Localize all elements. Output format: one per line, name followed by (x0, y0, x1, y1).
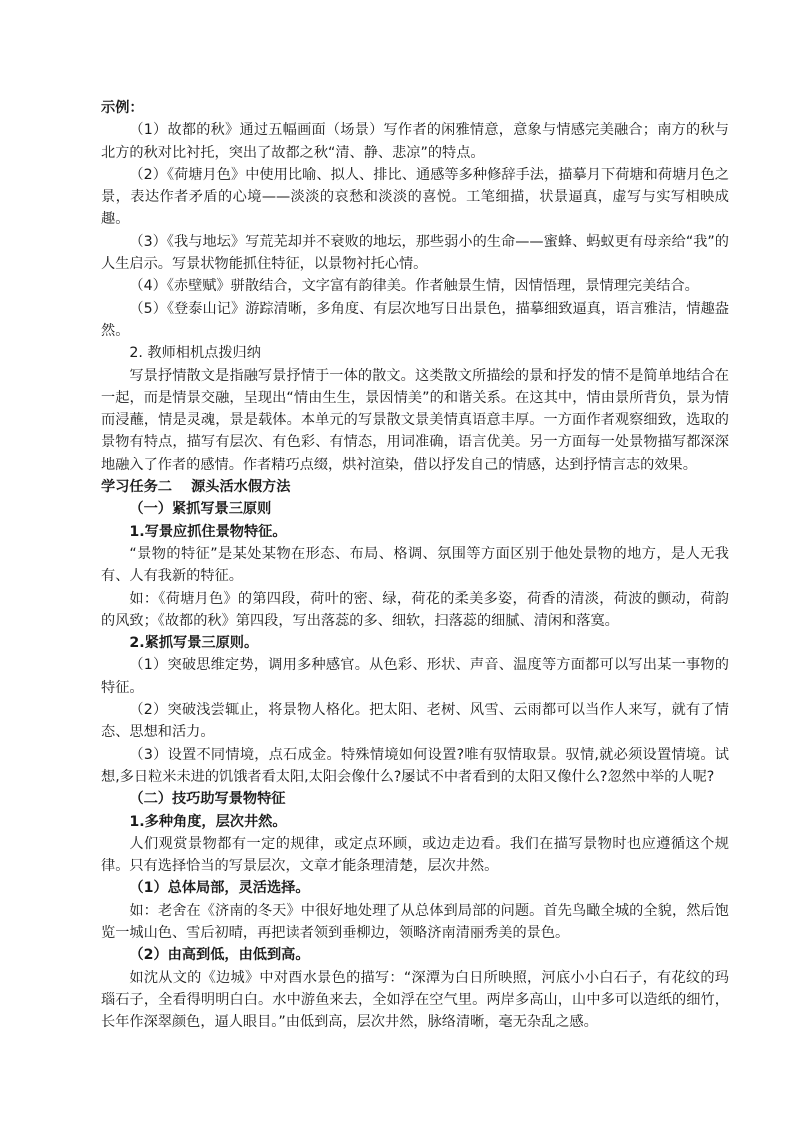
example-item-4: （4）《赤壁赋》骈散结合，文字富有韵律美。作者触景生情，因情悟理，景情理完美结合。 (129, 278, 699, 295)
sub2-paragraph: 如沈从文的《边城》中对酉水景色的描写：“深潭为白日所映照，河底小小白石子，有花纹的玛瑙石子，全看得明明白白。水中游鱼来去，全如浮在空气里。两岸多高山，山中多可以造纸的细竹，长年作深翠颜色，逼人眼目。”由低到高，层次井然，脉络清晰，毫无杂乱之感。 (101, 969, 729, 1031)
point2-item-3: （3）设置不同情境，点石成金。特殊情境如何设置?唯有驭情取景。驭情,就必须设置情境。试想,多日粒米未进的饥饿者看太阳,太阳会像什么?屡试不中者看到的太阳又像什么?忽然中举的人呢? (101, 746, 729, 785)
task2-heading: 学习任务二 源头活水假方法 (101, 479, 291, 496)
point2-item-1: （1）突破思维定势，调用多种感官。从色彩、形状、声音、温度等方面都可以写出某一事物的特征。 (101, 657, 729, 696)
sub2-heading: （2）由高到低，由低到高。 (129, 947, 310, 964)
example-item-1: （1）故都的秋》通过五幅画面（场景）写作者的闲雅情意，意象与情感完美融合；南方的秋与北方的秋对比衬托，突出了故都之秋“清、静、悲凉”的特点。 (101, 122, 729, 161)
point2-item-2: （2）突破浅尝辄止，将景物人格化。把太阳、老树、风雪、云雨都可以当作人来写，就有了情态、思想和活力。 (101, 702, 729, 741)
example-item-5: （5）《登泰山记》游踪清晰，多角度、有层次地写日出景色，描摹细致逼真，语言雅洁，情趣盎然。 (101, 300, 729, 339)
point3-paragraph: 人们观赏景物都有一定的规律，或定点环顾，或边走边看。我们在描写景物时也应遵循这个规律。只有选择恰当的写景层次，文章才能条理清楚，层次井然。 (101, 835, 729, 875)
example-item-3: （3）《我与地坛》写荒芜却并不衰败的地坛，那些弱小的生命——蜜蜂、蚂蚁更有母亲给“我”的人生启示。写景状物能抓住特征，以景物衬托心情。 (101, 233, 729, 273)
point2-heading: 2.紧抓写景三原则。 (129, 635, 259, 652)
point1-heading: 1.写景应抓住景物特征。 (129, 523, 287, 540)
point1-paragraph: “景物的特征”是某处某物在形态、布局、格调、氛围等方面区别于他处景物的地方，是人无我有、人有我新的特征。 (101, 545, 729, 585)
point1-example: 如：《荷塘月色》的第四段，荷叶的密、绿，荷花的柔美多姿，荷香的清淡，荷波的颤动，荷韵的风致；《故都的秋》第四段，写出落蕊的多、细软，扫落蕊的细腻、清闲和落寞。 (101, 590, 729, 629)
teacher-heading: 2. 教师相机点拨归纳 (129, 345, 261, 362)
sub1-heading: （1）总体局部，灵活选择。 (129, 880, 310, 897)
example-heading: 示例： (101, 100, 144, 116)
document-page (101, 97, 729, 1033)
section2-heading: （二）技巧助写景物特征 (129, 791, 286, 808)
teacher-paragraph: 写景抒情散文是指融写景抒情于一体的散文。这类散文所描绘的景和抒发的情不是简单地结合在一起，而是情景交融，呈现出“情由生生，景因情美”的和谐关系。在这其中，情由景所背负，景为情而浸蘸，情是灵魂，景是载体。本单元的写景散文景美情真语意丰厚。一方面作者观察细致，选取的景物有特点，描写有层次、有色彩、有情态，用词准确，语言优美。另一方面每一处景物描写都深深地融入了作者的感情。作者精巧点缀，烘衬渲染，借以抒发自己的情感，达到抒情言志的效果。 (101, 367, 729, 473)
point3-heading: 1.多种角度，层次井然。 (129, 813, 287, 830)
sub1-paragraph: 如：老舍在《济南的冬天》中很好地处理了从总体到局部的问题。首先鸟瞰全城的全貌，然后饱览一城山色、雪后初晴，再把读者领到垂柳边，领略济南清丽秀美的景色。 (101, 902, 729, 941)
example-item-2: （2）《荷塘月色》中使用比喻、拟人、排比、通感等多种修辞手法，描摹月下荷塘和荷塘月色之景，表达作者矛盾的心境——淡淡的哀愁和淡淡的喜悦。工笔细描，状景逼真，虚写与实写相映成趣。 (101, 166, 729, 228)
section1-heading: （一）紧抓写景三原则 (129, 501, 272, 518)
